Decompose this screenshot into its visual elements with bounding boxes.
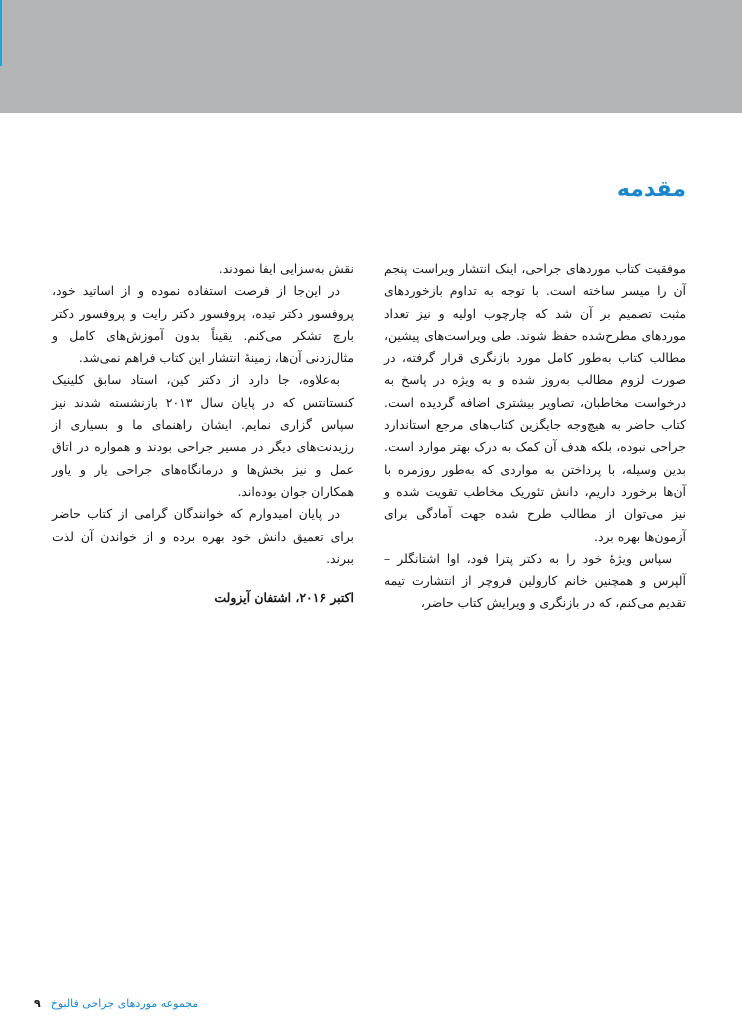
paragraph: نقش به‌سزایی ایفا نمودند.	[218, 261, 354, 276]
paragraph: در این‌جا از فرصت استفاده نموده و از اساتید خود، پروفسور دکتر تیده، پروفسور دکتر رایت و پروفسور دکتر بارچ تشکر می‌کنم. یقیناً بدون آموزش‌های کامل و مثال‌زدنی آن‌ها، زمینهٔ انتشار این کتاب فراهم نمی‌شد.	[52, 283, 354, 366]
page-footer	[34, 997, 198, 1010]
paragraph: به‌علاوه، جا دارد از دکتر کین، استاد سابق کلینیک کنستانتس که در پایان سال ۲۰۱۳ بازنشسته شدند نیز سپاس گزاری نمایم. ایشان راهنمای ما و بسیاری از رزیدنت‌های دیگر در مسیر جراحی بودند و همواره در اتاق عمل و نیز بخش‌ها و درمانگاه‌های جراحی یار و یاور همکاران جوان بوده‌اند.	[52, 372, 354, 499]
author-signature: اکتبر ۲۰۱۶، اشتفان آیزولت	[214, 590, 354, 605]
paragraph: موفقیت کتاب موردهای جراحی، اینک انتشار ویراست پنجم آن را میسر ساخته است. با توجه به تداوم بازخوردهای مثبت تصمیم بر آن شد که چارچوب اولیه و نیز تعداد موردهای مطرح‌شده حفظ شوند. طی ویراست‌های پیشین، مطالب کتاب به‌طور کامل مورد بازنگری قرار گرفته، در صورت لزوم مطالب به‌روز شده و به ویژه در پاسخ به درخواست مخاطبان، تصاویر بیشتری اضافه گردیده است. کتاب حاضر به هیچ‌وجه جایگزین کتاب‌های مرجع استاندارد جراحی نبوده، بلکه هدف آن کمک به درک بهتر موارد است. بدین وسیله، با پرداختن به مواردی که به‌طور روزمره با آن‌ها برخورد داریم، دانش تئوریک مخاطب تقویت شده و نیز می‌توان از مطالب طرح شده جهت آمادگی برای آزمون‌ها بهره برد.	[384, 261, 686, 544]
left-text-column	[52, 258, 354, 570]
header-band	[0, 0, 742, 113]
right-text-column	[384, 258, 686, 615]
section-title: مقدمه	[616, 177, 686, 202]
header-accent-stripe	[0, 0, 2, 66]
paragraph: در پایان امیدوارم که خوانندگان گرامی از کتاب حاضر برای تعمیق دانش خود بهره برده و از خواندن آن لذت ببرند.	[52, 506, 354, 566]
page-number: ۹	[34, 997, 41, 1010]
paragraph: سپاس ویژهٔ خود را به دکتر پترا فود، اوا اشتانگلر – آلپرس و همچنین خانم کارولین فروچر از انتشارت تیمه تقدیم می‌کنم، که در بازنگری و ویرایش کتاب حاضر،	[384, 550, 686, 611]
footer-book-title: مجموعه موردهای جراحی فالبوخ	[50, 997, 199, 1010]
